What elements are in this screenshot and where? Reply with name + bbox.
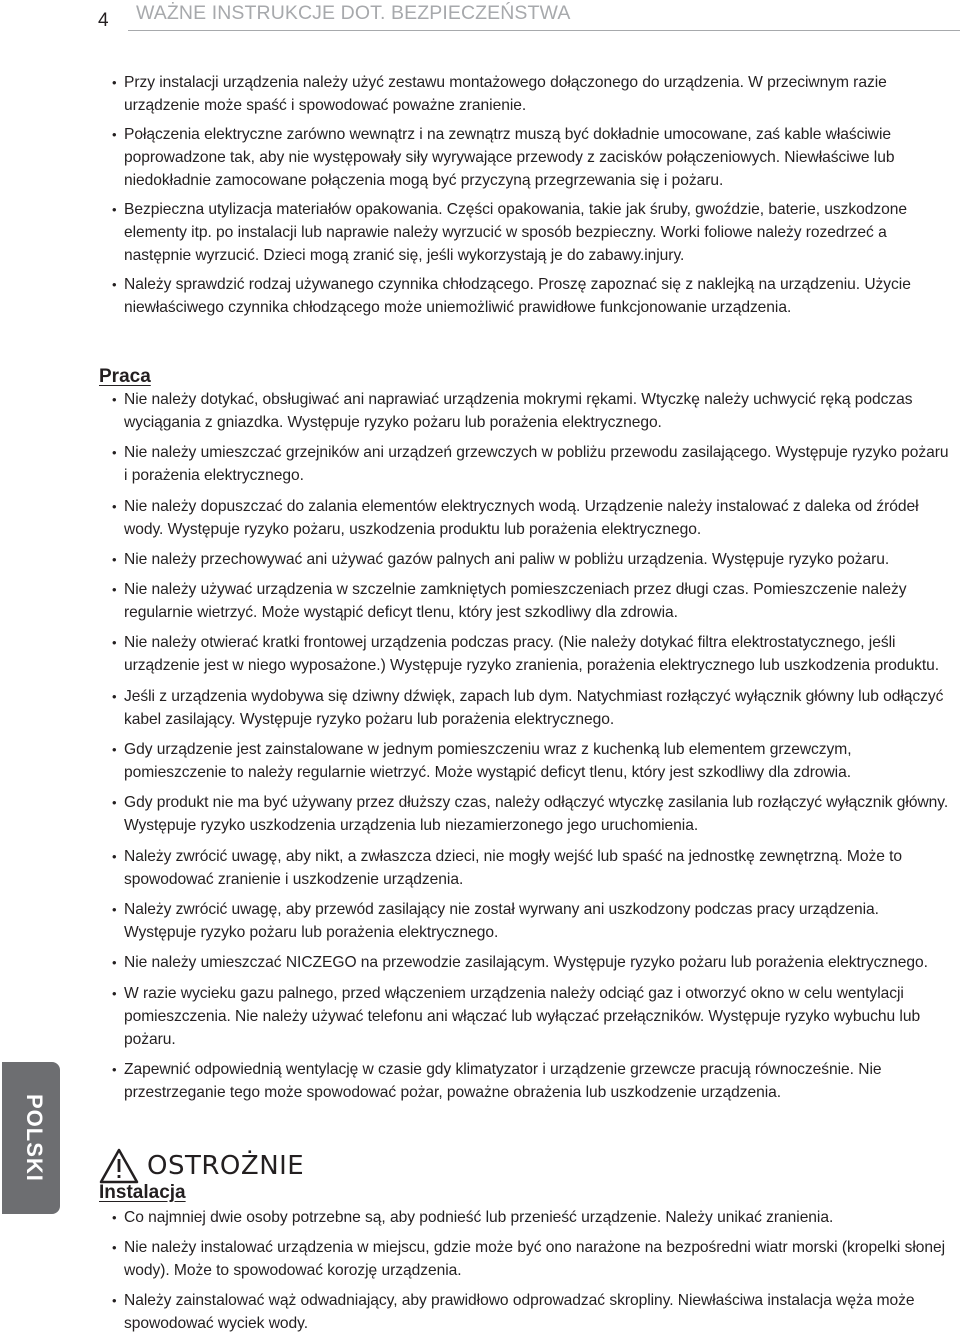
- list-item: • Należy sprawdzić rodzaj używanego czynnika chłodzącego. Proszę zapoznać się z naklejką na urządzeniu. Użycie niewłaściwego czynnika chłodzącego może uniemożliwić prawidłowe funkcjonowanie urządzenia.: [112, 273, 954, 319]
- safety-list-installation: [112, 1206, 954, 1342]
- header-divider: [128, 30, 960, 31]
- list-item: • Bezpieczna utylizacja materiałów opakowania. Części opakowania, takie jak śruby, gwoździe, baterie, uszkodzone elementy itp. po instalacji lub naprawie należy wyrzucić w sposób bezpieczny. Worki foliowe należy rozedrzeć a następnie wyrzucić. Dzieci mogą zranić się, jeśli wykorzystają je do zabawy.injury.: [112, 198, 954, 267]
- list-item: • Należy zwrócić uwagę, aby nikt, a zwłaszcza dzieci, nie mogły wejść lub spaść na jednostkę zewnętrzną. Może to spowodować zranienie i uszkodzenie urządzenia.: [112, 845, 954, 891]
- list-item: • Nie należy dotykać, obsługiwać ani naprawiać urządzenia mokrymi rękami. Wtyczkę należy uchwycić ręką podczas wyciągania z gniazdka. Występuje ryzyko pożaru lub porażenia elektrycznego.: [112, 388, 954, 434]
- list-item: • Nie należy przechowywać ani używać gazów palnych ani paliw w pobliżu urządzenia. Występuje ryzyko pożaru.: [112, 548, 954, 571]
- list-item: • Nie należy używać urządzenia w szczelnie zamkniętych pomieszczeniach przez długi czas. Pomieszczenie należy regularnie wietrzyć. Może wystąpić deficyt tlenu, który jest szkodliwy dla zdrowia.: [112, 578, 954, 624]
- list-item: • Co najmniej dwie osoby potrzebne są, aby podnieść lub przenieść urządzenie. Należy unikać zranienia.: [112, 1206, 954, 1229]
- list-item: • Gdy produkt nie ma być używany przez dłuższy czas, należy odłączyć wtyczkę zasilania lub rozłączyć wyłącznik główny. Występuje ryzyko uszkodzenia urządzenia lub niezamierzonego jego uruchomienia.: [112, 791, 954, 837]
- list-item: • W razie wycieku gazu palnego, przed włączeniem urządzenia należy odciąć gaz i otworzyć okno w celu wentylacji pomieszczenia. Nie należy używać telefonu ani włączać lub wyłączać przełączników. Występuje ryzyko wybuchu lub pożaru.: [112, 982, 954, 1051]
- page-number: 4: [98, 10, 109, 31]
- list-item: • Nie należy instalować urządzenia w miejscu, gdzie może być ono narażone na bezpośredni wiatr morski (kropelki słonej wody). Może to spowodować korozję urządzenia.: [112, 1236, 954, 1282]
- list-item: • Należy zwrócić uwagę, aby przewód zasilający nie został wyrwany ani uszkodzony podczas pracy urządzenia. Występuje ryzyko pożaru lub porażenia elektrycznego.: [112, 898, 954, 944]
- list-item: • Połączenia elektryczne zarówno wewnątrz i na zewnątrz muszą być dokładnie umocowane, zaś kable właściwie poprowadzone tak, aby nie występowały siły wyrywające przewody z zacisków połączeniowych. Niewłaściwe lub niedokładnie zamocowane połączenia mogą być przyczyną przegrzewania się i pożaru.: [112, 123, 954, 192]
- list-item: • Nie należy umieszczać grzejników ani urządzeń grzewczych w pobliżu przewodu zasilającego. Występuje ryzyko pożaru i porażenia elektrycznego.: [112, 441, 954, 487]
- language-tab: [2, 1062, 60, 1214]
- language-tab-label: POLSKI: [22, 1094, 47, 1182]
- list-item: • Jeśli z urządzenia wydobywa się dziwny dźwięk, zapach lub dym. Natychmiast rozłączyć wyłącznik główny lub odłączyć kabel zasilający. Występuje ryzyko pożaru lub porażenia elektrycznego.: [112, 685, 954, 731]
- safety-list-operation: [112, 388, 954, 1111]
- warning-triangle-icon: [99, 1148, 139, 1184]
- caution-heading: [99, 1148, 304, 1184]
- section-heading-instalacja: Instalacja: [99, 1182, 186, 1203]
- list-item: • Gdy urządzenie jest zainstalowane w jednym pomieszczeniu wraz z kuchenką lub elementem grzewczym, pomieszczenie to należy regularnie wietrzyć. Może wystąpić deficyt tlenu, który jest szkodliwy dla zdrowia.: [112, 738, 954, 784]
- page-header: [0, 0, 960, 40]
- list-item: • Zapewnić odpowiednią wentylację w czasie gdy klimatyzator i urządzenie grzewcze pracują równocześnie. Nie przestrzeganie tego może spowodować pożar, poważne obrażenia lub uszkodzenie urządzenia.: [112, 1058, 954, 1104]
- list-item: • Nie należy umieszczać NICZEGO na przewodzie zasilającym. Występuje ryzyko pożaru lub porażenia elektrycznego.: [112, 951, 954, 974]
- list-item: • Należy zainstalować wąż odwadniający, aby prawidłowo odprowadzać skropliny. Niewłaściwa instalacja węża może spowodować wyciek wody.: [112, 1289, 954, 1335]
- safety-list-general: [112, 71, 954, 325]
- list-item: • Przy instalacji urządzenia należy użyć zestawu montażowego dołączonego do urządzenia. W przeciwnym razie urządzenie może spaść i spowodować poważne zranienie.: [112, 71, 954, 117]
- header-title: WAŻNE INSTRUKCJE DOT. BEZPIECZEŃSTWA: [136, 2, 571, 24]
- list-item: • Nie należy otwierać kratki frontowej urządzenia podczas pracy. (Nie należy dotykać filtra elektrostatycznego, jeśli urządzenie jest w niego wyposażone.) Występuje ryzyko zranienia, porażenia elektrycznego lub uszkodzenia produktu.: [112, 631, 954, 677]
- caution-label: OSTROŻNIE: [147, 1151, 305, 1181]
- list-item: • Nie należy dopuszczać do zalania elementów elektrycznych wodą. Urządzenie należy instalować z daleka od źródeł wody. Występuje ryzyko pożaru, uszkodzenia produktu lub porażenia elektrycznego.: [112, 495, 954, 541]
- section-heading-praca: Praca: [99, 366, 151, 387]
